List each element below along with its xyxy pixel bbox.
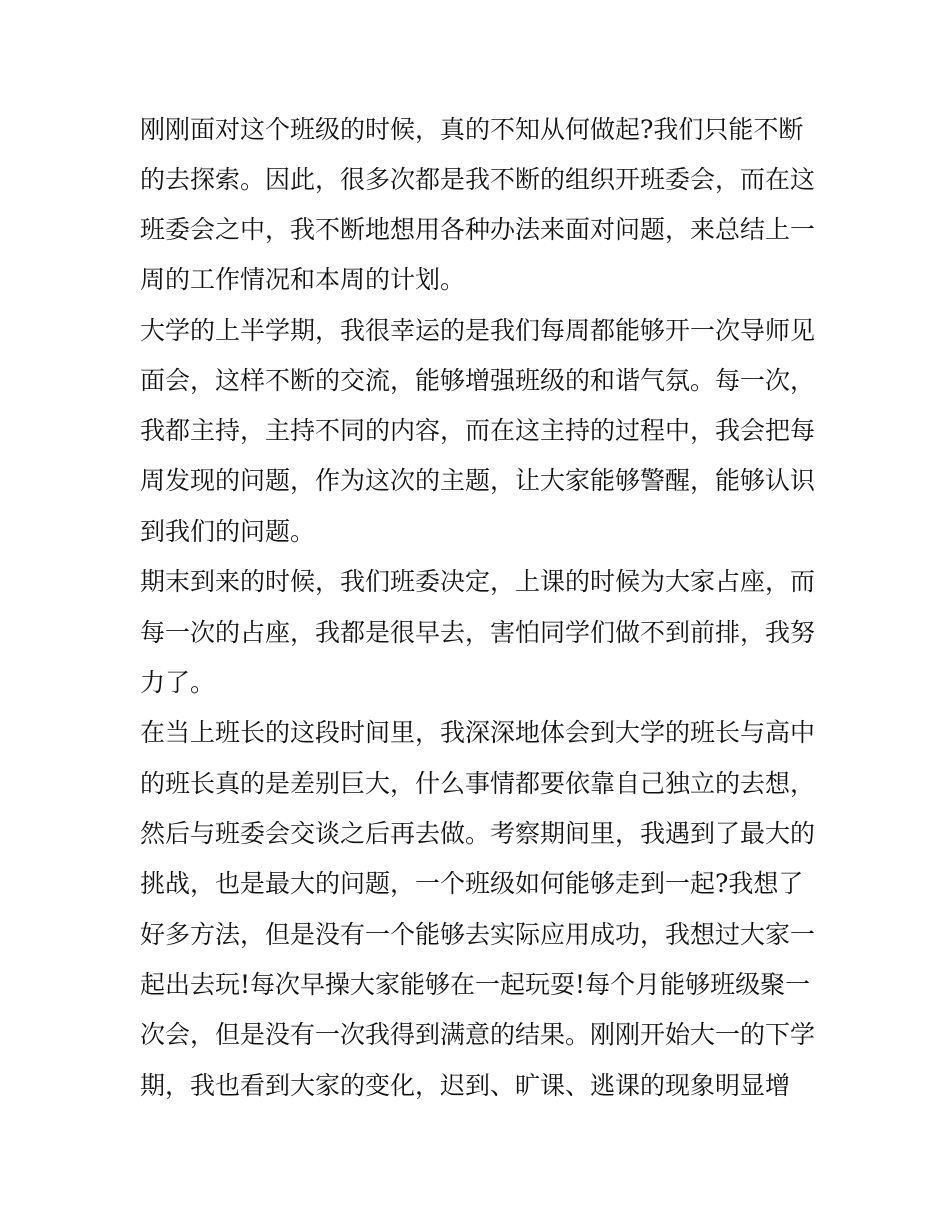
text-line: 每一次的占座，我都是很早去，害怕同学们做不到前排，我努 bbox=[140, 618, 816, 647]
text-line: 班委会之中，我不断地想用各种办法来面对问题，来总结上一 bbox=[140, 215, 816, 244]
text-line: 大学的上半学期，我很幸运的是我们每周都能够开一次导师见 bbox=[140, 316, 816, 345]
text-line: 刚刚面对这个班级的时候，真的不知从何做起?我们只能不断 bbox=[140, 115, 804, 144]
text-line: 的去探索。因此，很多次都是我不断的组织开班委会，而在这 bbox=[140, 165, 816, 194]
text-line: 期，我也看到大家的变化，迟到、旷课、逃课的现象明显增 bbox=[140, 1071, 791, 1100]
text-line: 好多方法，但是没有一个能够去实际应用成功，我想过大家一 bbox=[140, 920, 816, 949]
text-line: 挑战，也是最大的问题，一个班级如何能够走到一起?我想了 bbox=[140, 869, 804, 898]
text-line: 在当上班长的这段时间里，我深深地体会到大学的班长与高中 bbox=[140, 718, 816, 747]
text-line: 我都主持，主持不同的内容，而在这主持的过程中，我会把每 bbox=[140, 416, 816, 445]
text-line: 的班长真的是差别巨大，什么事情都要依靠自己独立的去想， bbox=[140, 769, 816, 798]
text-line: 期末到来的时候，我们班委决定，上课的时候为大家占座，而 bbox=[140, 567, 816, 596]
text-line: 周发现的问题，作为这次的主题，让大家能够警醒，能够认识 bbox=[140, 466, 816, 495]
text-line: 面会，这样不断的交流，能够增强班级的和谐气氛。每一次， bbox=[140, 366, 816, 395]
text-line: 力了。 bbox=[140, 668, 216, 697]
text-line: 然后与班委会交谈之后再去做。考察期间里，我遇到了最大的 bbox=[140, 819, 816, 848]
text-line: 次会，但是没有一次我得到满意的结果。刚刚开始大一的下学 bbox=[140, 1020, 816, 1049]
text-line: 周的工作情况和本周的计划。 bbox=[140, 265, 466, 294]
text-line: 起出去玩!每次早操大家能够在一起玩耍!每个月能够班级聚一 bbox=[140, 970, 811, 999]
text-line: 到我们的问题。 bbox=[140, 517, 316, 546]
